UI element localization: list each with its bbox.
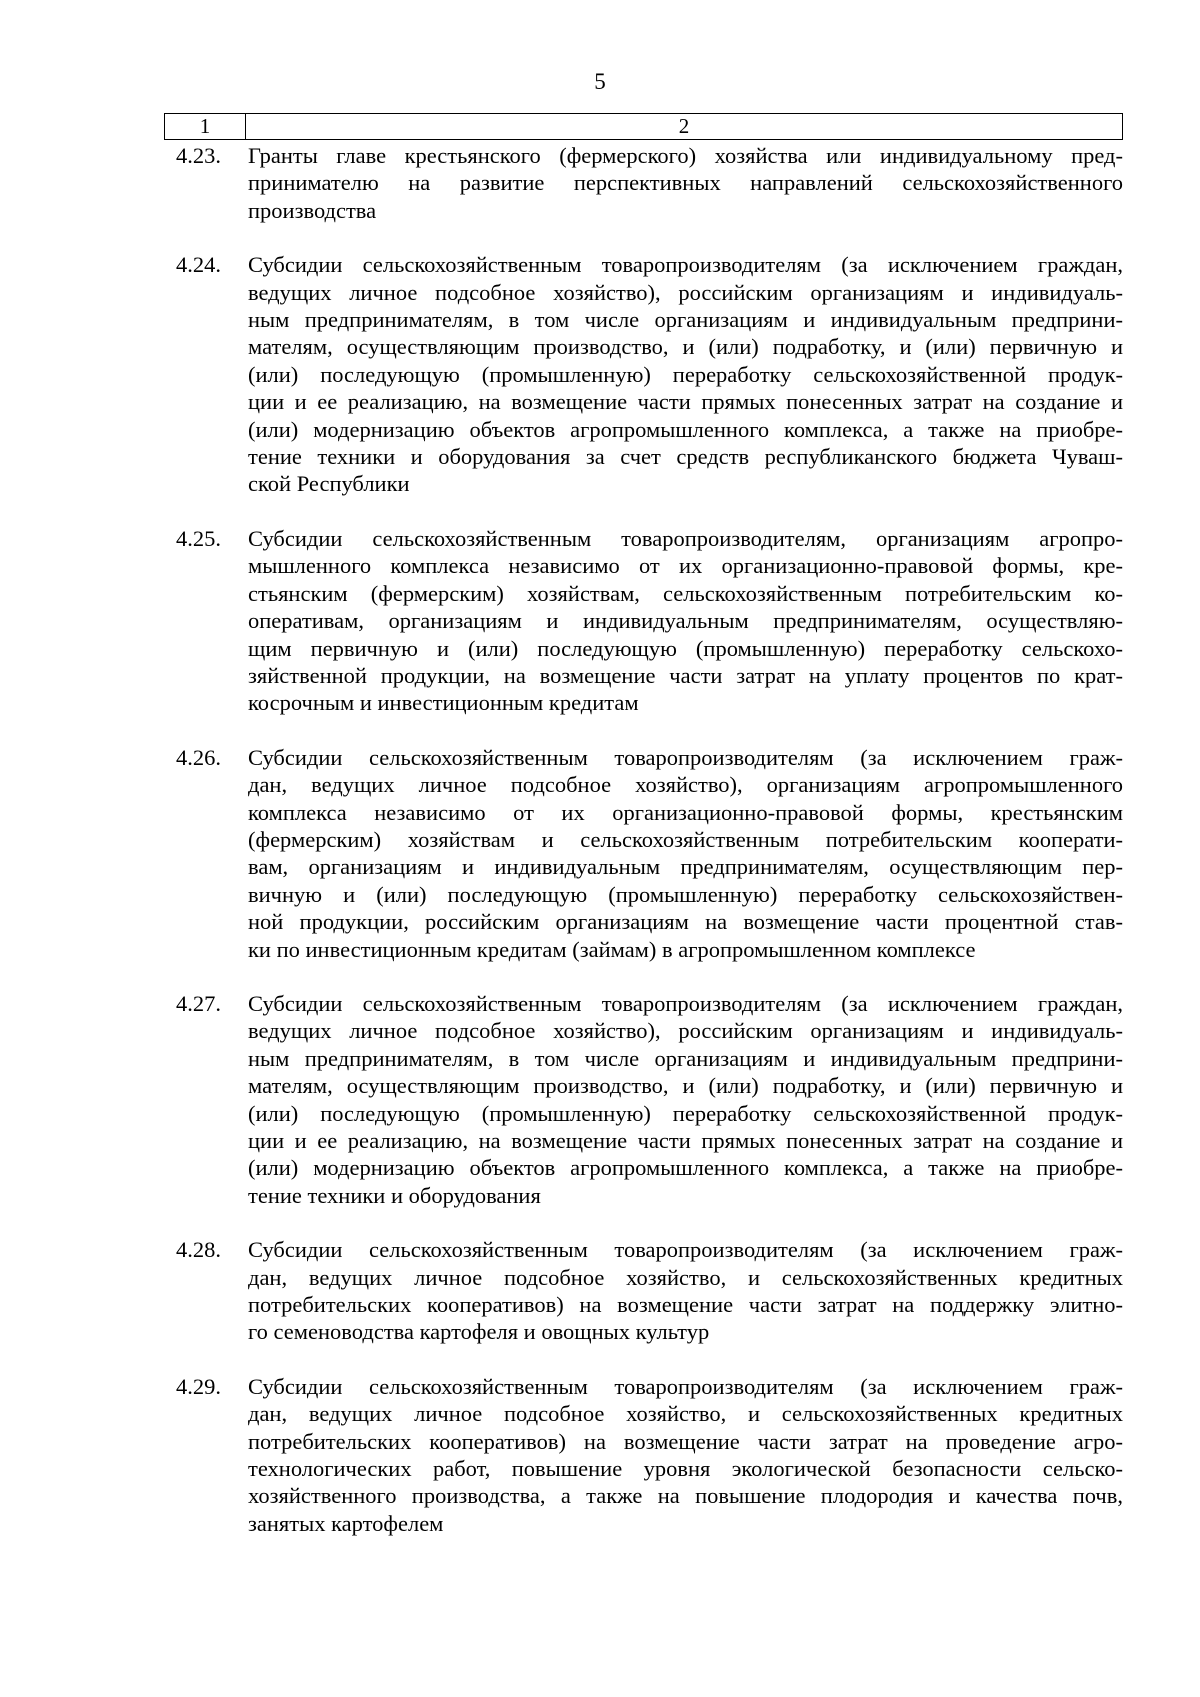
entry-text-line: ным предпринимателям, в том числе организациям и индивидуальным предприни- [248,307,1123,333]
entry-number: 4.26. [176,744,221,770]
entry-text-line: потребительских кооперативов) на возмещение части затрат на проведение агро- [248,1428,1123,1454]
entry-text-line: Субсидии сельскохозяйственным товаропроизводителям (за исключением граж- [248,744,1123,770]
entry-text-line: Субсидии сельскохозяйственным товаропроизводителям (за исключением граж- [248,1373,1123,1399]
list-item [176,251,1123,498]
list-item [176,525,1123,717]
entry-text [248,525,1123,717]
entry-text-line: ведущих личное подсобное хозяйство), российским организациям и индивидуаль- [248,279,1123,305]
list-item [176,744,1123,963]
entry-text-line: Гранты главе крестьянского (фермерского) хозяйства или индивидуальному пред- [248,143,1123,168]
entry-text-line: ции и ее реализацию, на возмещение части прямых понесенных затрат на создание и [248,389,1123,415]
entry-number: 4.24. [176,252,221,278]
entry-text-line: хозяйственного производства, а также на повышение плодородия и качества почв, [248,1483,1123,1509]
entry-text-line: тение техники и оборудования [248,1182,541,1208]
list-item [176,990,1123,1209]
entry-text-line: вичную и (или) последующую (промышленную) переработку сельскохозяйствен- [248,881,1123,907]
entry-number: 4.28. [176,1237,221,1263]
entry-text-line: (или) модернизацию объектов агропромышленного комплекса, а также на приобре- [248,416,1123,442]
entry-text [248,744,1123,963]
entry-text-line: мышленного комплекса независимо от их организационно-правовой формы, кре- [248,553,1123,579]
entry-text [248,1236,1123,1346]
entry-text [248,1373,1123,1537]
entry-text-line: потребительских кооперативов) на возмещение части затрат на поддержку элитно- [248,1292,1123,1318]
entry-text-line: ки по инвестиционным кредитам (займам) в агропромышленном комплексе [248,936,976,962]
entry-text-line: дан, ведущих личное подсобное хозяйство, и сельскохозяйственных кредитных [248,1264,1123,1290]
entries-list [176,142,1123,1537]
entry-text [248,142,1123,224]
entry-text-line: дан, ведущих личное подсобное хозяйство, и сельскохозяйственных кредитных [248,1401,1123,1427]
entry-number: 4.29. [176,1373,221,1399]
table-header-col-1: 1 [165,114,246,139]
list-item [176,1373,1123,1537]
entry-text-line: (фермерским) хозяйствам и сельскохозяйственным потребительским кооперати- [248,826,1123,852]
entry-text-line: ской Республики [248,471,410,497]
entry-text-line: ным предпринимателям, в том числе организациям и индивидуальным предприни- [248,1045,1123,1071]
entry-text-line: щим первичную и (или) последующую (промышленную) переработку сельскохо- [248,635,1123,661]
entry-text-line: занятых картофелем [248,1510,444,1536]
list-item [176,1236,1123,1346]
entry-text-line: комплекса независимо от их организационно-правовой формы, крестьянским [248,799,1123,825]
entry-text-line: ции и ее реализацию, на возмещение части прямых понесенных затрат на создание и [248,1128,1123,1153]
entry-text [248,251,1123,498]
entry-text-line: зяйственной продукции, на возмещение части затрат на уплату процентов по крат- [248,662,1123,688]
page-number: 5 [594,69,606,94]
entry-text-line: ной продукции, российским организациям на возмещение части процентной став- [248,909,1123,935]
entry-number: 4.25. [176,525,221,551]
entry-text-line: (или) модернизацию объектов агропромышленного комплекса, а также на приобре- [248,1155,1123,1181]
entry-text [248,990,1123,1209]
entry-text-line: Субсидии сельскохозяйственным товаропроизводителям (за исключением граждан, [248,990,1123,1016]
entry-text-line: косрочным и инвестиционным кредитам [248,690,639,716]
table-header-col-2: 2 [678,114,690,138]
entry-text-line: тение техники и оборудования за счет средств республиканского бюджета Чуваш- [248,444,1123,470]
entry-text-line: оперативам, организациям и индивидуальным предпринимателям, осуществляю- [248,608,1123,634]
list-item [176,142,1123,224]
entry-text-line: (или) последующую (промышленную) переработку сельскохозяйственной продук- [248,361,1123,387]
entry-text-line: дан, ведущих личное подсобное хозяйство), организациям агропромышленного [248,772,1123,798]
entry-text-line: Субсидии сельскохозяйственным товаропроизводителям, организациям агропро- [248,525,1123,551]
entry-text-line: ведущих личное подсобное хозяйство), российским организациям и индивидуаль- [248,1018,1123,1044]
entry-text-line: Субсидии сельскохозяйственным товаропроизводителям (за исключением граж- [248,1237,1123,1263]
table-header-row [164,113,1123,140]
entry-text-line: мателям, осуществляющим производство, и (или) подработку, и (или) первичную и [248,334,1123,360]
entry-text-line: принимателю на развитие перспективных направлений сельскохозяйственного [248,170,1123,196]
entry-text-line: стьянским (фермерским) хозяйствам, сельскохозяйственным потребительским ко- [248,580,1123,606]
entry-text-line: (или) последующую (промышленную) переработку сельскохозяйственной продук- [248,1100,1123,1126]
entry-text-line: технологических работ, повышение уровня экологической безопасности сельско- [248,1456,1123,1482]
entry-text-line: Субсидии сельскохозяйственным товаропроизводителям (за исключением граждан, [248,252,1123,278]
entry-number: 4.23. [176,143,221,168]
entry-text-line: производства [248,197,377,223]
entry-text-line: вам, организациям и индивидуальным предпринимателям, осуществляющим пер- [248,854,1123,880]
entry-text-line: го семеноводства картофеля и овощных культур [248,1319,710,1345]
entry-number: 4.27. [176,990,221,1016]
entry-text-line: мателям, осуществляющим производство, и (или) подработку, и (или) первичную и [248,1073,1123,1099]
